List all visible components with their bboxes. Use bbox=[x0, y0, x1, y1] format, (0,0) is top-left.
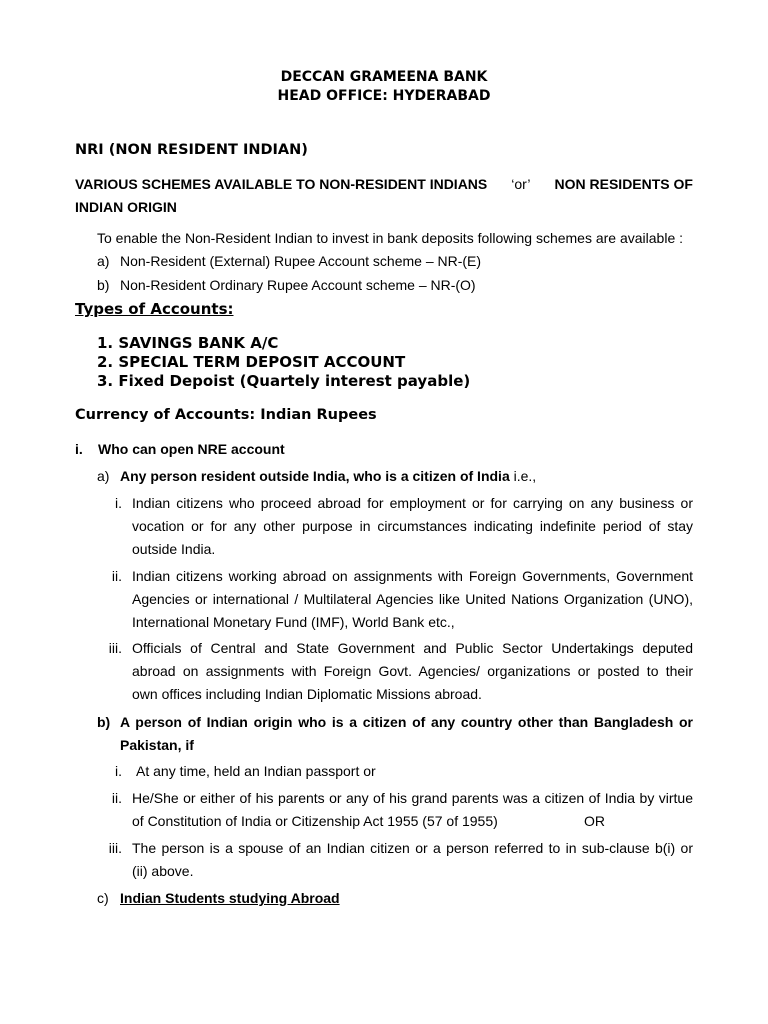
subitem-line: of Constitution of India or Citizenship Act 1955 (57 of 1955) bbox=[132, 813, 498, 829]
subitem-marker: ii. bbox=[111, 790, 122, 806]
item-a-text bbox=[120, 468, 536, 484]
item-a-bold: Any person resident outside India, who is a citizen of India bbox=[120, 468, 510, 484]
item-b-line: A person of Indian origin who is a citizen of any country other than Bangladesh or bbox=[120, 714, 693, 730]
item-c-text: Indian Students studying Abroad bbox=[120, 890, 340, 906]
scheme-marker: a) bbox=[97, 253, 110, 269]
subitem-line: International Monetary Fund (IMF), World Bank etc., bbox=[132, 614, 455, 630]
subitem-line: At any time, held an Indian passport or bbox=[136, 763, 376, 779]
nri-title: NRI (NON RESIDENT INDIAN) bbox=[75, 142, 308, 158]
scheme-item: Non-Resident Ordinary Rupee Account scheme – NR-(O) bbox=[120, 277, 476, 293]
item-a-rest: i.e., bbox=[509, 468, 537, 484]
item-marker: b) bbox=[97, 714, 111, 730]
account-type: 3. Fixed Depoist (Quartely interest payable) bbox=[97, 372, 471, 390]
account-type: 1. SAVINGS BANK A/C bbox=[97, 334, 279, 352]
subitem-line: outside India. bbox=[132, 541, 216, 557]
currency-heading: Currency of Accounts: Indian Rupees bbox=[75, 407, 377, 423]
subitem-line: abroad on assignments with Foreign Govt. Agencies/ organizations or posted to their bbox=[132, 663, 693, 679]
subitem-line: Indian citizens who proceed abroad for employment or for carrying on any business or bbox=[132, 495, 693, 511]
schemes-heading-line2: INDIAN ORIGIN bbox=[75, 199, 177, 215]
subitem-line: own offices including Indian Diplomatic Missions abroad. bbox=[132, 686, 482, 702]
subitem-marker: iii. bbox=[108, 840, 122, 856]
schemes-heading-line1 bbox=[75, 176, 693, 192]
subitem-line: The person is a spouse of an Indian citizen or a person referred to in sub-clause b(i) or bbox=[132, 840, 693, 856]
subitem-line: Indian citizens working abroad on assignments with Foreign Governments, Government bbox=[132, 568, 693, 584]
scheme-item: Non-Resident (External) Rupee Account scheme – NR-(E) bbox=[120, 253, 482, 269]
subitem-line: vocation or for any other purpose in circumstances indicating indefinite period of stay bbox=[132, 518, 693, 534]
subitem-marker: ii. bbox=[111, 568, 122, 584]
schemes-heading-part1: VARIOUS SCHEMES AVAILABLE TO NON-RESIDENT INDIANS bbox=[75, 176, 488, 192]
types-heading: Types of Accounts: bbox=[75, 300, 234, 318]
schemes-heading-or: ‘or’ bbox=[511, 176, 531, 192]
subitem-line: Agencies or international / Multilateral Agencies like United Nations Organization (UNO), bbox=[132, 591, 693, 607]
subitem-marker: i. bbox=[115, 763, 122, 779]
subitem-marker: iii. bbox=[108, 640, 122, 656]
item-b-line: Pakistan, if bbox=[120, 737, 194, 753]
subitem-line: He/She or either of his parents or any of his grand parents was a citizen of India by virtue bbox=[132, 790, 693, 806]
head-office: HEAD OFFICE: HYDERABAD bbox=[277, 88, 491, 104]
scheme-marker: b) bbox=[97, 277, 110, 293]
account-type: 2. SPECIAL TERM DEPOSIT ACCOUNT bbox=[97, 353, 406, 371]
intro-text: To enable the Non-Resident Indian to invest in bank deposits following schemes are available : bbox=[97, 230, 684, 246]
subitem-line: Officials of Central and State Government and Public Sector Undertakings deputed bbox=[132, 640, 693, 656]
subitem-line: (ii) above. bbox=[132, 863, 194, 879]
item-marker: a) bbox=[97, 468, 110, 484]
section-marker: i. bbox=[75, 441, 83, 457]
section-title: Who can open NRE account bbox=[98, 441, 285, 457]
or-connector: OR bbox=[584, 813, 605, 829]
subitem-marker: i. bbox=[115, 495, 122, 511]
item-marker: c) bbox=[97, 890, 109, 906]
schemes-heading-part2: NON RESIDENTS OF bbox=[554, 176, 693, 192]
bank-name: DECCAN GRAMEENA BANK bbox=[280, 69, 488, 85]
